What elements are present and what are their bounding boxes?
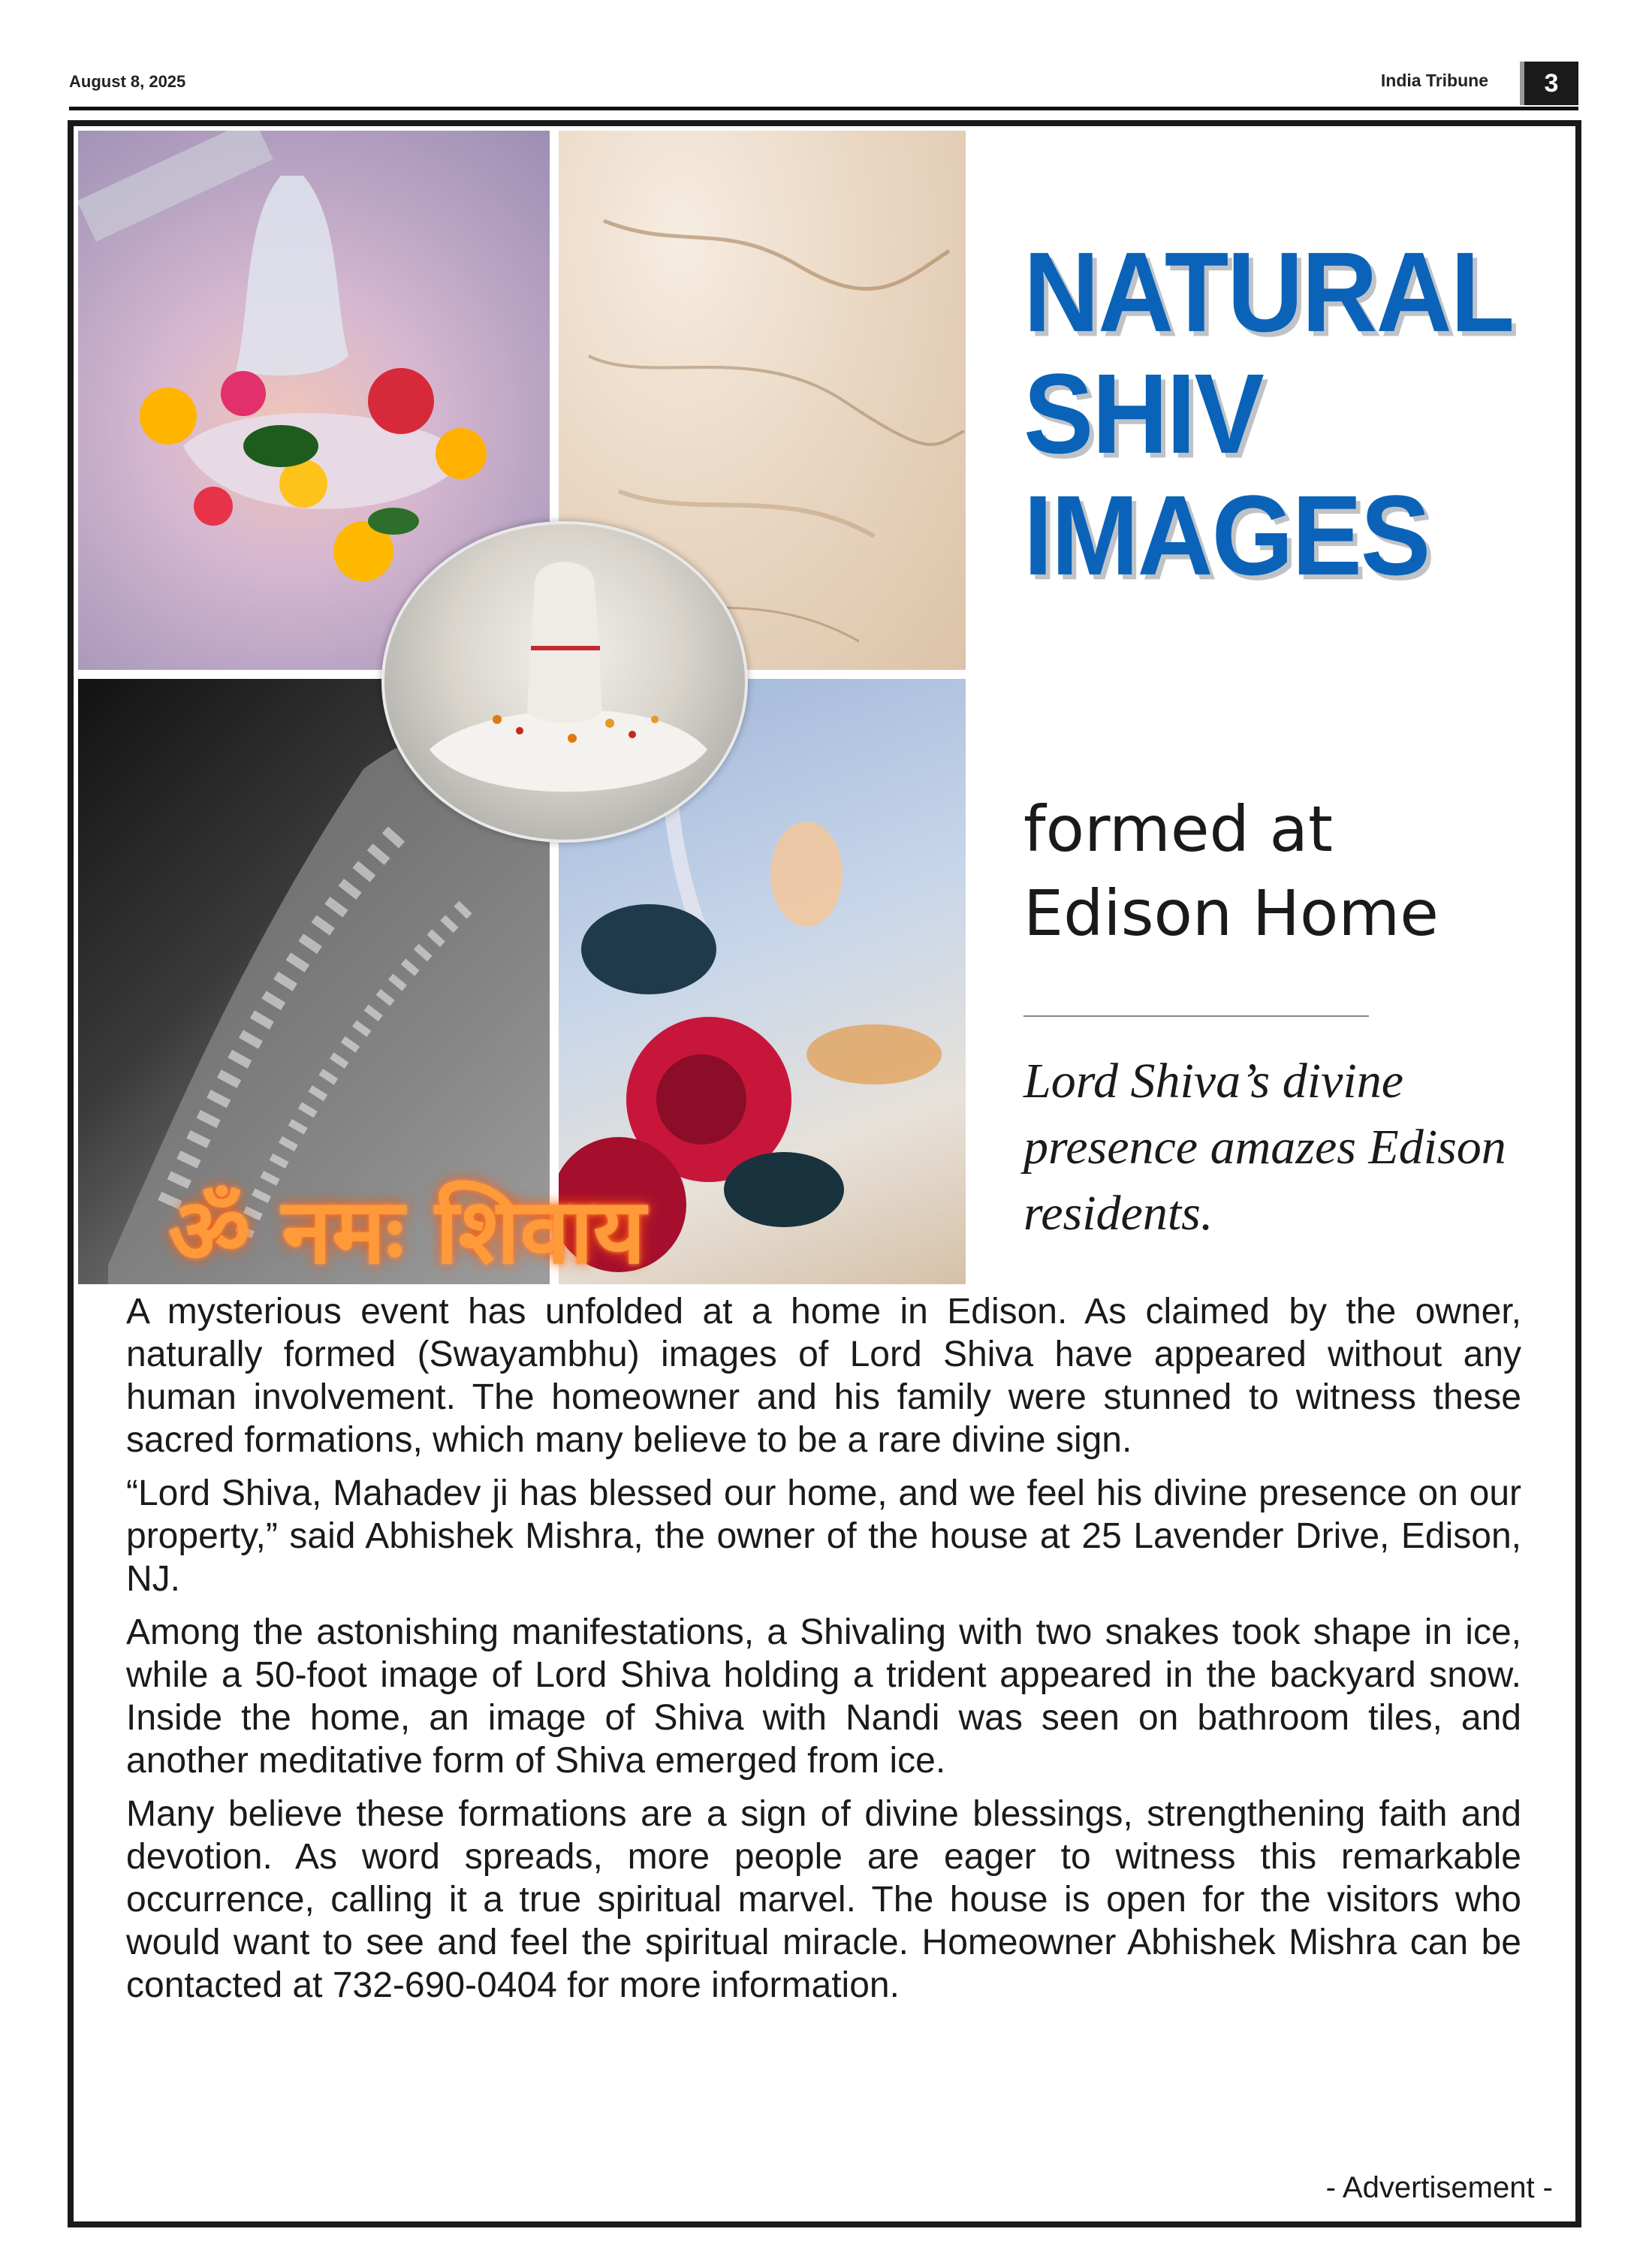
headline-line-1: NATURAL <box>1023 228 1514 356</box>
photo-collage <box>78 131 966 1284</box>
headline-line-2: SHIV <box>1023 349 1263 478</box>
om-namah-shivaya-text: ॐ नमः शिवाय <box>168 1180 646 1284</box>
advertisement-label: - Advertisement - <box>1325 2171 1553 2204</box>
page-header <box>69 59 1578 110</box>
tagline: Lord Shiva’s divine presence amazes Edison residents. <box>1023 1054 1506 1241</box>
article-paragraph: A mysterious event has unfolded at a home in Edison. As claimed by the owner, naturally formed (Swayambhu) images of Lord Shiva have appeared without any human involvement. The homeowner and his family were stunned to witness these sacred formations, which many believe to be a rare divine sign. <box>126 1292 1521 1460</box>
headline-line-3: IMAGES <box>1023 471 1430 599</box>
header-rule <box>69 107 1578 110</box>
article-paragraph: Many believe these formations are a sign of divine blessings, strengthening faith and devotion. As word spreads, more people are eager to witness this remarkable occurrence, calling it a true spiritual marvel. The house is open for the visitors who would want to see and feel the spiritual miracle. Homeowner Abhishek Mishra can be contacted at 732-690-0404 for more information. <box>126 1794 1521 2005</box>
issue-date: August 8, 2025 <box>69 72 186 91</box>
article-paragraph: “Lord Shiva, Mahadev ji has blessed our home, and we feel his divine presence on our property,” said Abhishek Mishra, the owner of the house at 25 Lavender Drive, Edison, NJ. <box>126 1473 1521 1599</box>
article-paragraph: Among the astonishing manifestations, a Shivaling with two snakes took shape in ice, while a 50-foot image of Lord Shiva holding a trident appeared in the backyard snow. Inside the home, an image of Shiva with Nandi was seen on bathroom tiles, and another meditative form of Shiva emerged from ice. <box>126 1612 1521 1781</box>
publication-name: India Tribune <box>1380 71 1488 90</box>
page-number: 3 <box>1520 62 1578 105</box>
subheadline <box>1023 787 1439 955</box>
subheadline-line-1: formed at <box>1023 792 1333 866</box>
tagline-divider <box>1023 1015 1369 1017</box>
advertisement-frame <box>68 120 1581 2227</box>
subheadline-line-2: Edison Home <box>1023 876 1439 950</box>
headline <box>1023 228 1564 599</box>
article-body <box>126 1290 1521 2017</box>
stone-lingam-photo <box>381 521 748 843</box>
